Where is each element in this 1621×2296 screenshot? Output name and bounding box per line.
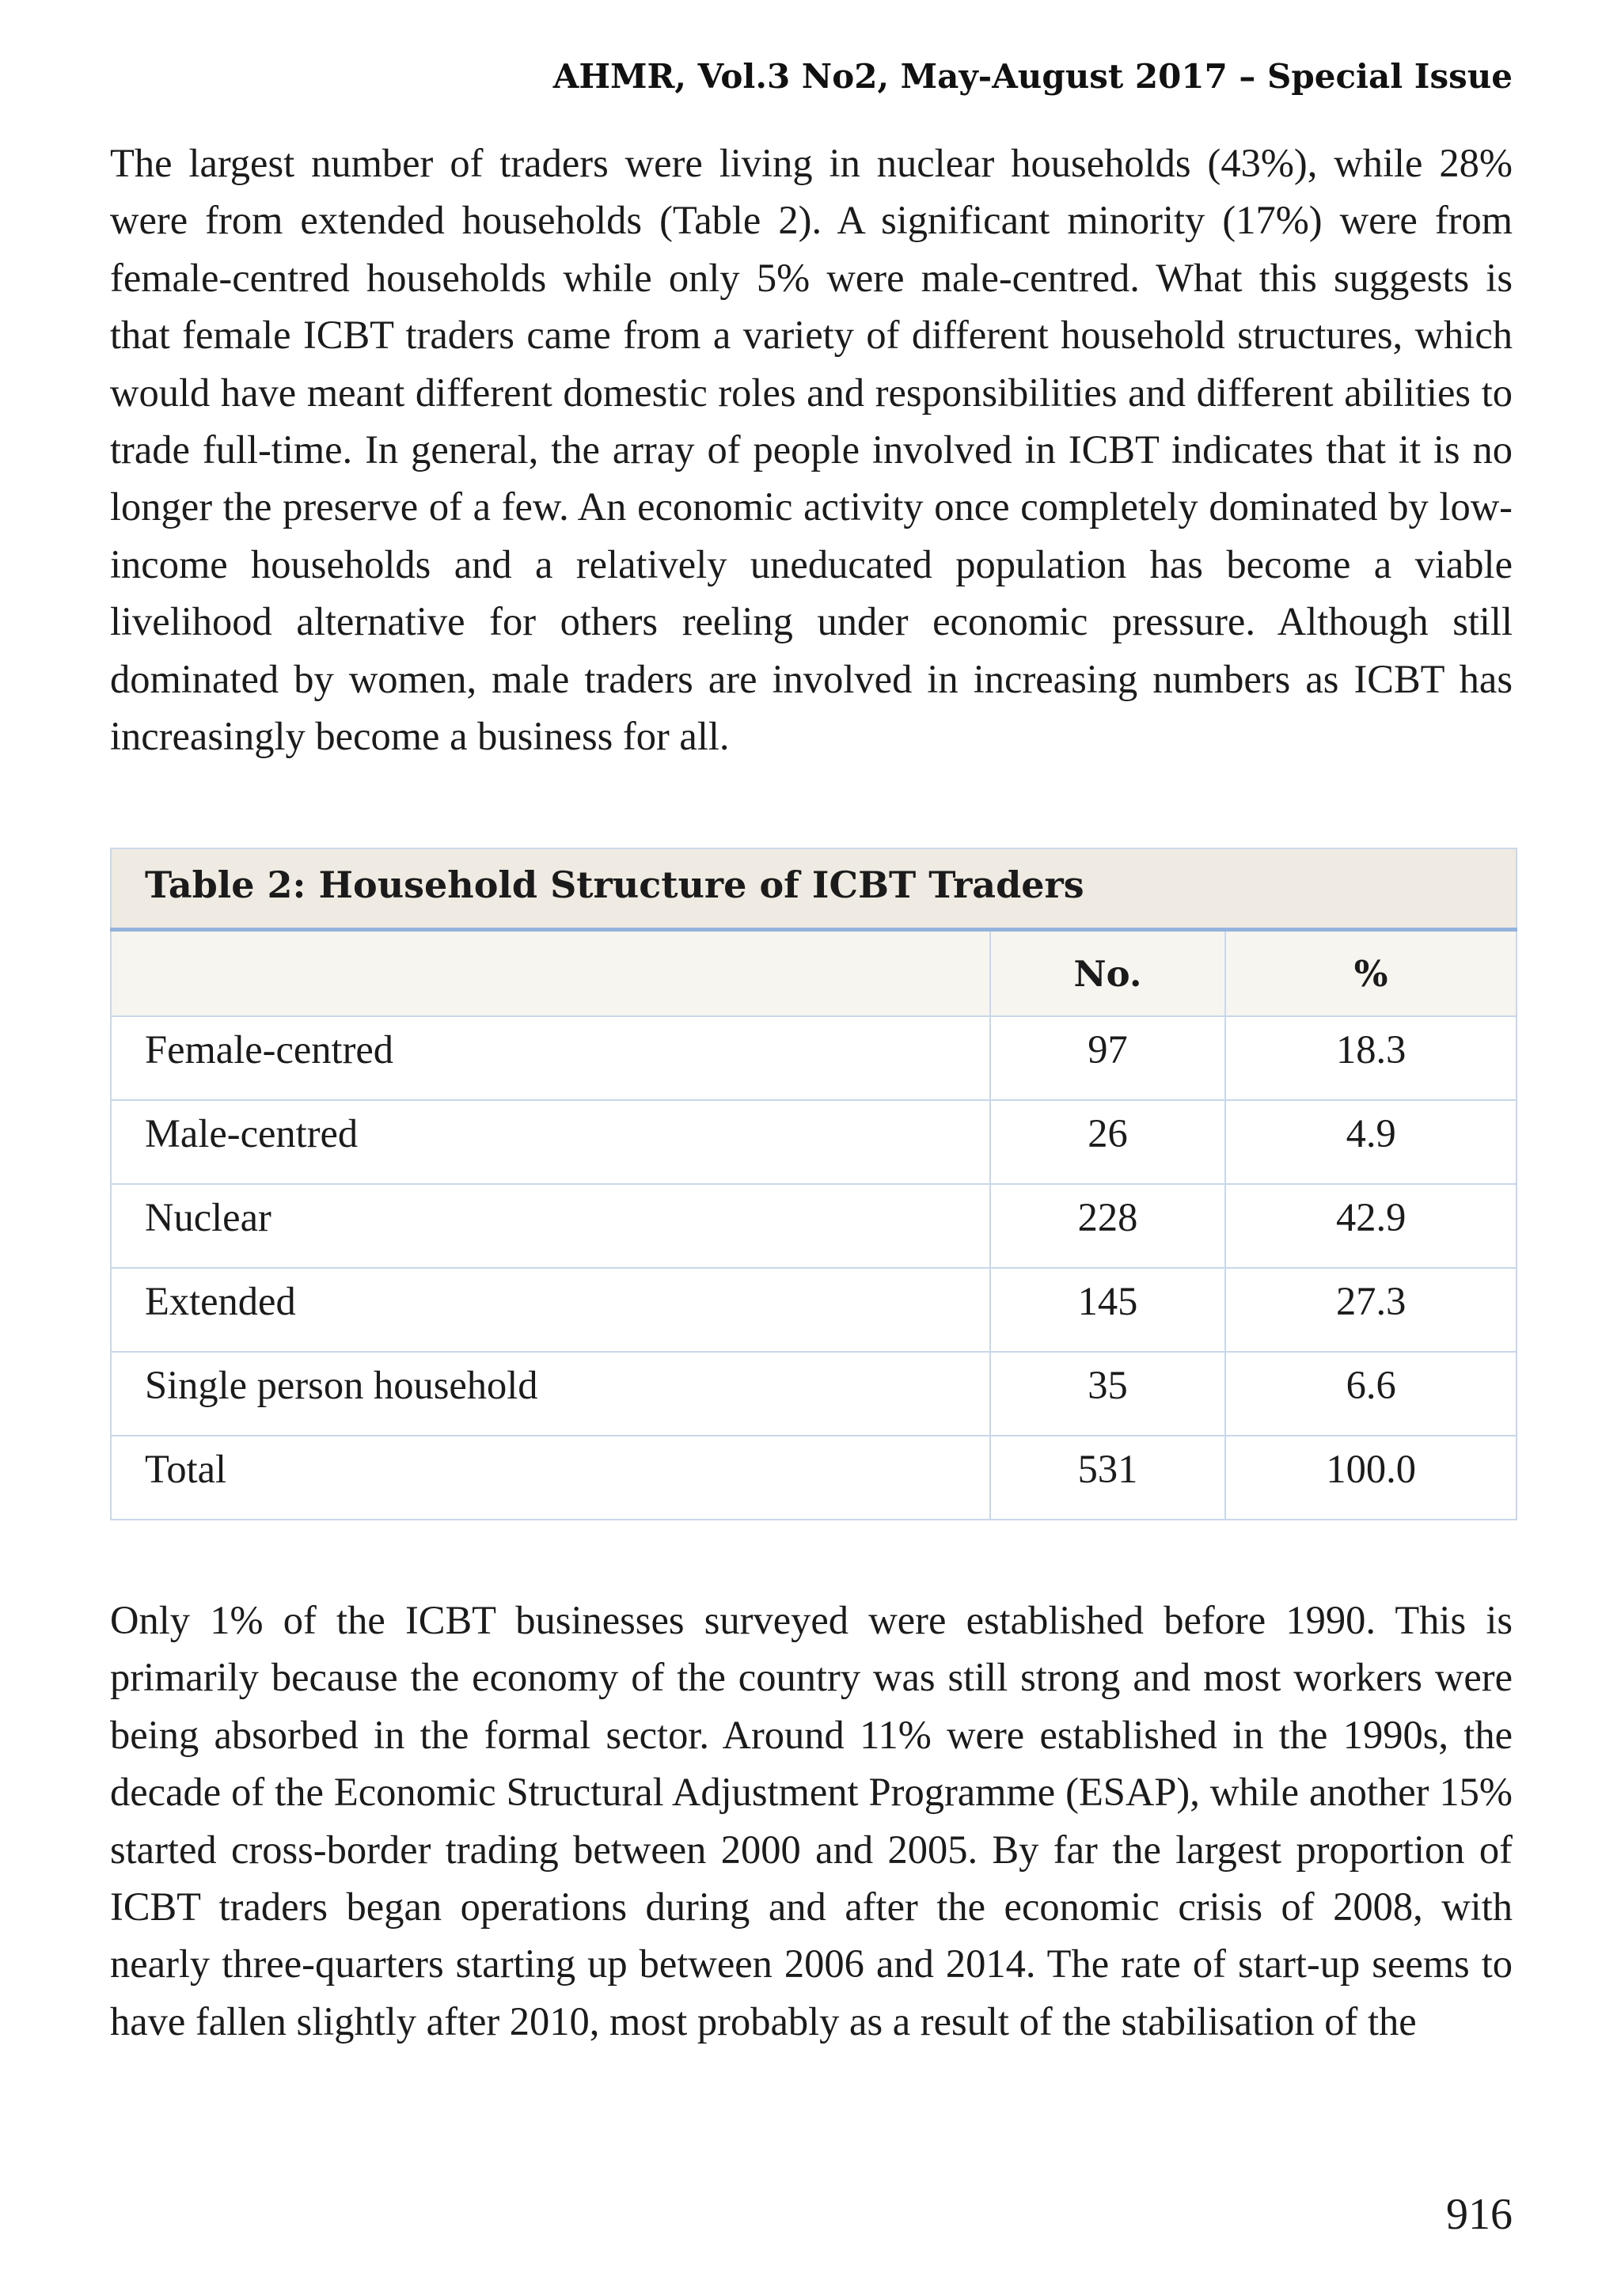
table-row <box>111 1268 1517 1352</box>
body-paragraph-1: The largest number of traders were living in nuclear households (43%), while 28% were from extended households (Table 2). A significant minority (17%) were from female-centred households while only 5% were male-centred. What this suggests is that female ICBT traders came from a variety of different household structures, which would have meant different domestic roles and responsibilities and different abilities to trade full-time. In general, the array of people involved in ICBT indicates that it is no longer the preserve of a few. An economic activity once completely dominated by low-income households and a relatively uneducated population has become a viable livelihood alternative for others reeling under economic pressure. Although still dominated by women, male traders are involved in increasing numbers as ICBT has increasingly become a business for all. <box>110 141 1513 759</box>
page-number: 916 <box>1446 2190 1513 2239</box>
row-label: Male-centred <box>111 1100 990 1184</box>
row-count: 531 <box>990 1436 1226 1520</box>
row-label: Nuclear <box>111 1184 990 1268</box>
row-percent: 100.0 <box>1225 1436 1517 1520</box>
row-label: Female-centred <box>111 1016 990 1100</box>
row-count: 228 <box>990 1184 1226 1268</box>
row-count: 26 <box>990 1100 1226 1184</box>
row-percent: 6.6 <box>1225 1352 1517 1436</box>
table-row <box>111 1100 1517 1184</box>
running-header: AHMR, Vol.3 No2, May-August 2017 – Special Issue <box>552 57 1513 96</box>
column-header-category <box>111 930 990 1017</box>
row-count: 35 <box>990 1352 1226 1436</box>
body-paragraph-2: Only 1% of the ICBT businesses surveyed were established before 1990. This is primarily because the economy of the country was still strong and most workers were being absorbed in the formal sector. Around 11% were established in the 1990s, the decade of the Economic Structural Adjustment Programme (ESAP), while another 15% started cross-border trading between 2000 and 2005. By far the largest proportion of ICBT traders began operations during and after the economic crisis of 2008, with nearly three-quarters starting up between 2006 and 2014. The rate of start-up seems to have fallen slightly after 2010, most probably as a result of the stabilisation of the <box>110 1598 1513 2044</box>
column-header-percent: % <box>1225 930 1517 1017</box>
table-row <box>111 1184 1517 1268</box>
table-row <box>111 1352 1517 1436</box>
table-caption: Table 2: Household Structure of ICBT Traders <box>111 848 1517 930</box>
table-header-row <box>111 930 1517 1017</box>
row-label: Total <box>111 1436 990 1520</box>
table-row-total <box>111 1436 1517 1520</box>
column-header-count: No. <box>990 930 1226 1017</box>
row-count: 145 <box>990 1268 1226 1352</box>
row-label: Extended <box>111 1268 990 1352</box>
row-percent: 18.3 <box>1225 1016 1517 1100</box>
table-row <box>111 1016 1517 1100</box>
row-count: 97 <box>990 1016 1226 1100</box>
household-structure-table <box>110 848 1517 1520</box>
row-percent: 27.3 <box>1225 1268 1517 1352</box>
row-label: Single person household <box>111 1352 990 1436</box>
row-percent: 42.9 <box>1225 1184 1517 1268</box>
row-percent: 4.9 <box>1225 1100 1517 1184</box>
